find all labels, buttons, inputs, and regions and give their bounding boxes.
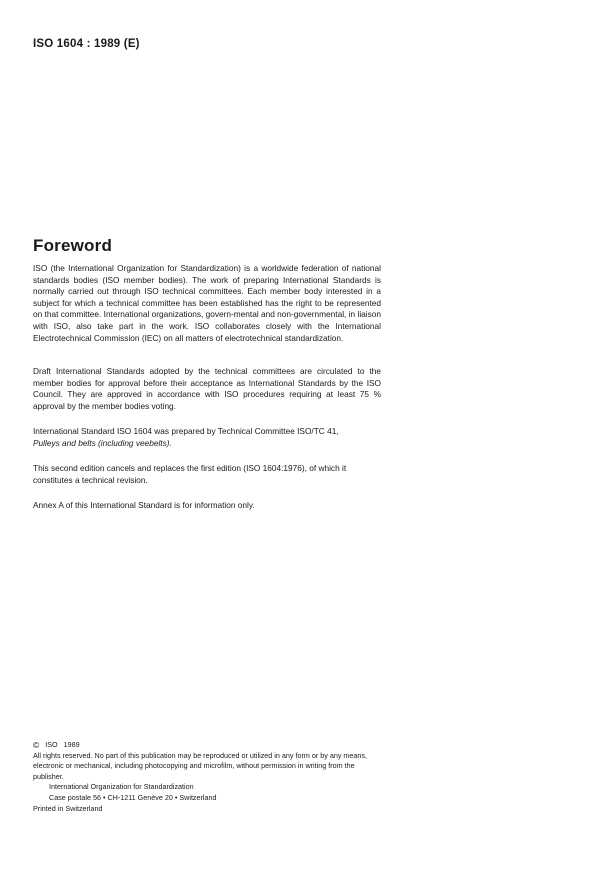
rights-statement: All rights reserved. No part of this publication may be reproduced or utilized in any form or by any means, electronic or mechanical, including photocopying and microfilm, without permission in writing from the publisher. — [33, 750, 367, 781]
foreword-paragraph-5: Annex A of this International Standard is for information only. — [33, 500, 255, 510]
paragraph-3-lead: International Standard ISO 1604 was prepared by Technical Committee ISO/TC 41, — [33, 426, 339, 436]
copyright-org: ISO — [45, 740, 58, 749]
copyright-line — [33, 740, 383, 751]
copyright-footer — [33, 740, 383, 814]
foreword-paragraph-1: ISO (the International Organization for Standardization) is a worldwide federation of national standards bodies (ISO member bodies). The work of preparing International Standards is normally carried out through ISO technical committees. Each member body interested in a subject for which a technical committee has been established has the right to be represented on that committee. International organizations, govern-mental and non-governmental, in liaison with ISO, also take part in the work. ISO collaborates closely with the International Electrotechnical Commission (IEC) on all matters of electrotechnical standardization. — [33, 263, 381, 343]
foreword-paragraph-3 — [33, 426, 381, 449]
printed-location: Printed in Switzerland — [33, 803, 103, 813]
organization-name: International Organization for Standardization — [49, 782, 194, 792]
copyright-symbol: © — [33, 740, 40, 750]
copyright-year: 1989 — [63, 740, 80, 749]
organization-address: Case postale 56 • CH-1211 Genève 20 • Switzerland — [49, 792, 217, 802]
document-identifier: ISO 1604 : 1989 (E) — [33, 38, 140, 50]
committee-title: Pulleys and belts (including veebelts). — [33, 437, 172, 448]
foreword-heading: Foreword — [33, 236, 113, 255]
foreword-paragraph-2: Draft International Standards adopted by the technical committees are circulated to the member bodies for approval before their acceptance as International Standards by the ISO Council. They are approved in accordance with ISO procedures requiring at least 75 % approval by the member bodies voting. — [33, 366, 381, 411]
foreword-paragraph-4: This second edition cancels and replaces the first edition (ISO 1604:1976), of which it constitutes a technical revision. — [33, 463, 347, 485]
